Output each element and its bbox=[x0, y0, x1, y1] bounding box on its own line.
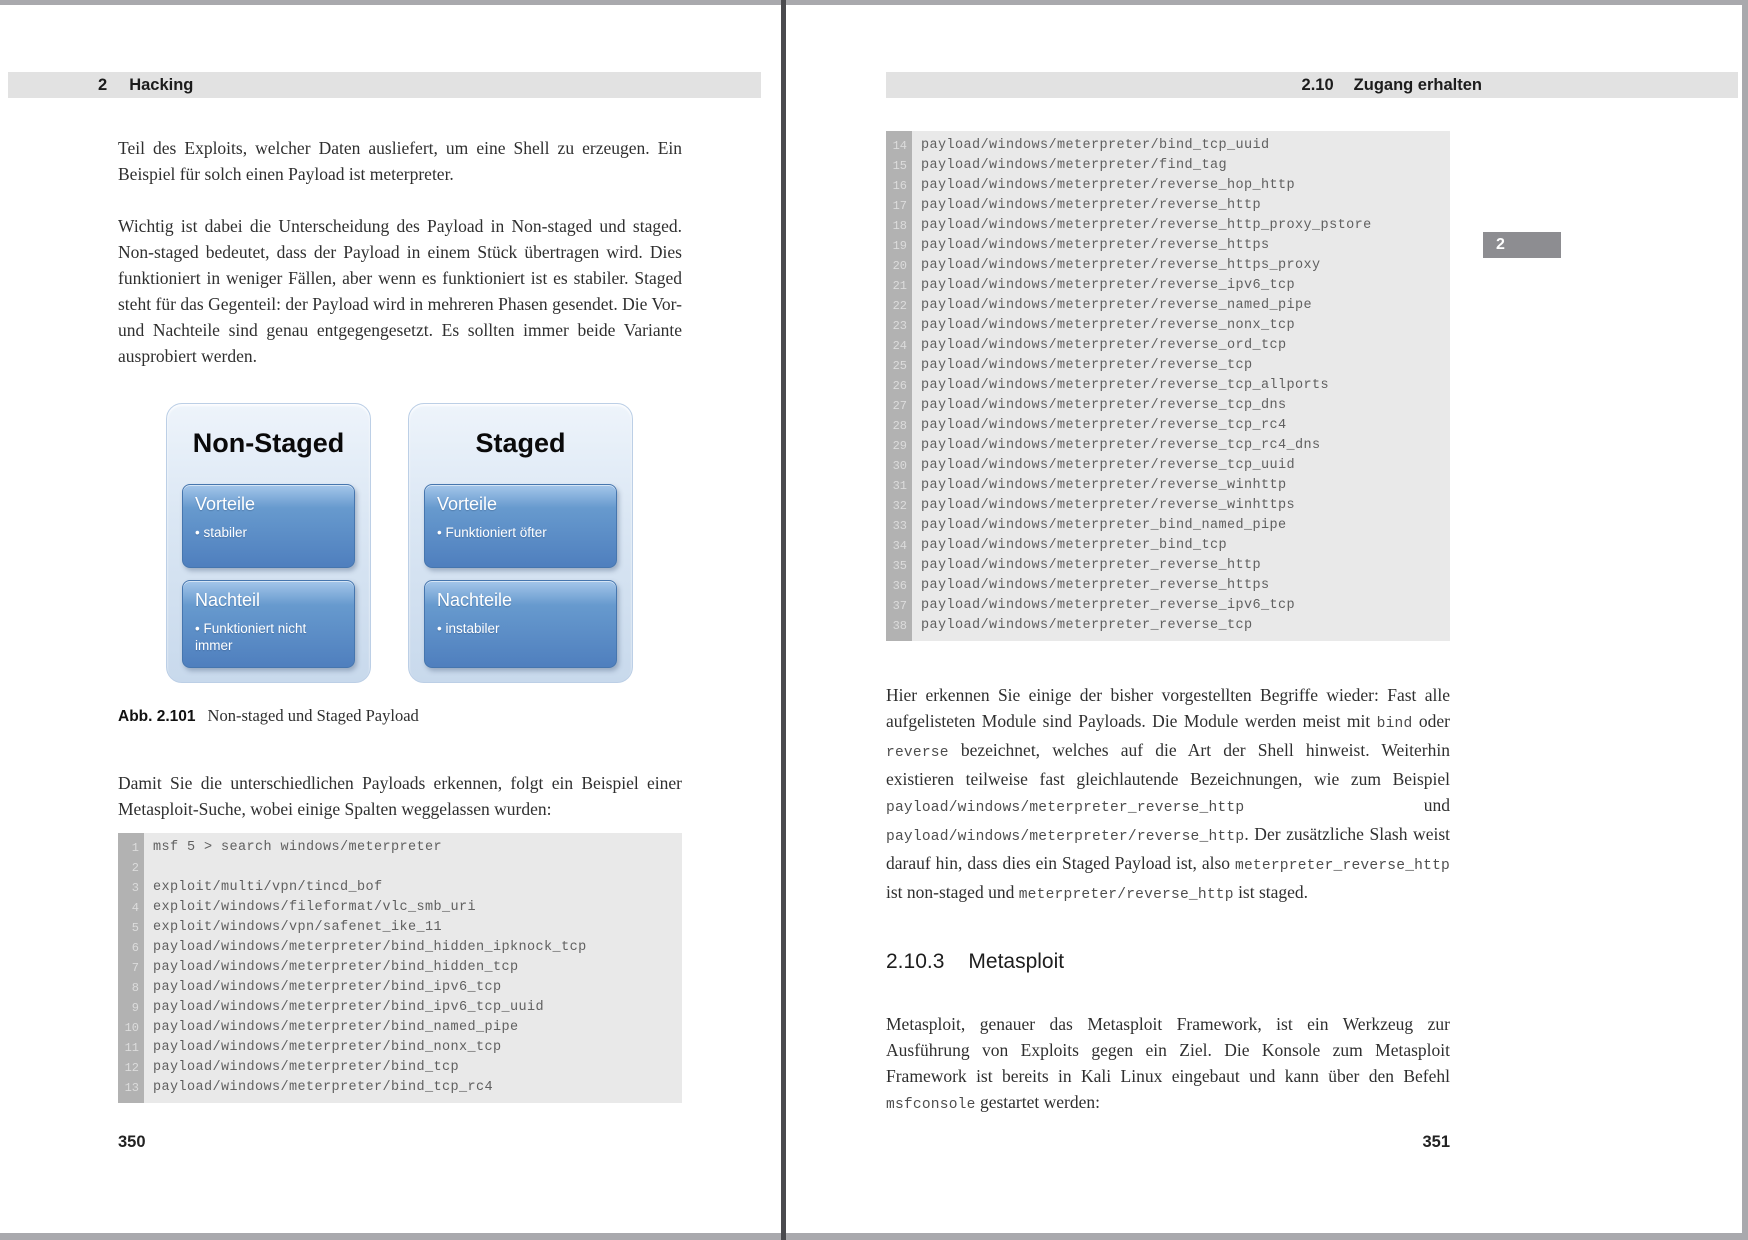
paragraph-segment: payload/windows/meterpreter/reverse_http bbox=[886, 828, 1245, 845]
code-line bbox=[886, 236, 1450, 256]
page-border-right bbox=[1742, 0, 1748, 1240]
section-heading-number: 2.10.3 bbox=[886, 950, 945, 973]
figure-box-bullet: • instabiler bbox=[437, 620, 604, 637]
code-line bbox=[886, 196, 1450, 216]
code-line-number: 6 bbox=[131, 941, 139, 955]
code-line-text: payload/windows/meterpreter/reverse_nonx_tcp bbox=[921, 318, 1296, 333]
paragraph: Teil des Exploits, welcher Daten ausliefert, um eine Shell zu erzeugen. Ein Beispiel für solch einen Payload ist meterpreter. bbox=[118, 137, 682, 184]
code-line-number: 26 bbox=[892, 379, 907, 393]
section-heading bbox=[886, 950, 1064, 974]
code-line-text: payload/windows/meterpreter/bind_tcp_rc4 bbox=[153, 1080, 494, 1095]
code-line-text: payload/windows/meterpreter/bind_named_pipe bbox=[153, 1020, 519, 1035]
code-line bbox=[886, 596, 1450, 616]
code-line-number: 35 bbox=[892, 559, 907, 573]
code-line-number: 30 bbox=[892, 459, 907, 473]
page-number-left: 350 bbox=[118, 1133, 146, 1151]
code-line-number: 3 bbox=[131, 881, 139, 895]
code-line bbox=[118, 858, 682, 878]
code-listing-right bbox=[886, 131, 1450, 641]
paragraph-segment: und bbox=[1244, 794, 1450, 815]
code-line bbox=[118, 938, 682, 958]
paragraph-segment: meterpreter/reverse_http bbox=[1018, 886, 1234, 903]
paragraph-segment: oder bbox=[1412, 710, 1450, 731]
code-line bbox=[118, 1058, 682, 1078]
code-line-text: payload/windows/meterpreter/reverse_ord_tcp bbox=[921, 338, 1287, 353]
code-line-text: exploit/windows/vpn/safenet_ike_11 bbox=[153, 920, 443, 935]
code-line-number: 8 bbox=[131, 981, 139, 995]
code-line bbox=[886, 516, 1450, 536]
code-line-number: 22 bbox=[892, 299, 907, 313]
figure-box-bullet: • stabiler bbox=[195, 524, 342, 541]
code-line-number: 21 bbox=[892, 279, 907, 293]
code-line-text: exploit/windows/fileformat/vlc_smb_uri bbox=[153, 900, 477, 915]
code-line-number: 14 bbox=[892, 139, 907, 153]
code-line bbox=[118, 1038, 682, 1058]
code-line bbox=[886, 296, 1450, 316]
code-line bbox=[886, 336, 1450, 356]
code-line bbox=[118, 878, 682, 898]
code-line-text: payload/windows/meterpreter/reverse_named_pipe bbox=[921, 298, 1313, 313]
code-line-text: payload/windows/meterpreter_reverse_ipv6_tcp bbox=[921, 598, 1296, 613]
code-line bbox=[886, 256, 1450, 276]
code-line-text: payload/windows/meterpreter/reverse_tcp_allports bbox=[921, 378, 1330, 393]
paragraph-segment: gestartet werden: bbox=[975, 1091, 1100, 1112]
figure-card-staged bbox=[408, 403, 633, 683]
code-line bbox=[886, 356, 1450, 376]
code-line-text: payload/windows/meterpreter/reverse_tcp_dns bbox=[921, 398, 1287, 413]
section-heading-title: Metasploit bbox=[968, 950, 1065, 973]
code-line-text: payload/windows/meterpreter/reverse_tcp bbox=[921, 358, 1253, 373]
code-line bbox=[118, 1078, 682, 1098]
code-line bbox=[886, 456, 1450, 476]
code-line bbox=[886, 416, 1450, 436]
code-line-number: 37 bbox=[892, 599, 907, 613]
code-line-number: 29 bbox=[892, 439, 907, 453]
figure-box-nachteil bbox=[182, 580, 355, 668]
code-line-text: payload/windows/meterpreter/reverse_winhttps bbox=[921, 498, 1296, 513]
paragraph-segment: bind bbox=[1376, 715, 1413, 732]
code-line bbox=[886, 276, 1450, 296]
code-line-number: 19 bbox=[892, 239, 907, 253]
code-line-number: 32 bbox=[892, 499, 907, 513]
code-line-number: 5 bbox=[131, 921, 139, 935]
code-line-number: 1 bbox=[131, 841, 139, 855]
code-line bbox=[886, 536, 1450, 556]
paragraph: Damit Sie die unterschiedlichen Payloads erkennen, folgt ein Beispiel einer Metasploit-Suche, wobei einige Spalten weggelassen wurden: bbox=[118, 772, 682, 819]
running-head-left bbox=[8, 72, 761, 98]
code-line-text: payload/windows/meterpreter/bind_ipv6_tcp_uuid bbox=[153, 1000, 545, 1015]
figure-card-title: Staged bbox=[475, 428, 566, 458]
paragraph bbox=[886, 1011, 1450, 1118]
code-line bbox=[886, 556, 1450, 576]
figure-box-heading: Nachteile bbox=[437, 590, 513, 610]
figure-caption-label: Abb. 2.101 bbox=[118, 708, 196, 725]
figure-card-non-staged bbox=[166, 403, 371, 683]
code-line bbox=[886, 476, 1450, 496]
code-line-number: 36 bbox=[892, 579, 907, 593]
code-line-text: payload/windows/meterpreter/bind_hidden_ipknock_tcp bbox=[153, 940, 587, 955]
code-line-number: 38 bbox=[892, 619, 907, 633]
paragraph-segment: ist staged. bbox=[1233, 881, 1309, 902]
code-line-number: 11 bbox=[124, 1041, 139, 1055]
code-line bbox=[886, 136, 1450, 156]
code-line-text: payload/windows/meterpreter/reverse_http bbox=[921, 198, 1262, 213]
paragraph-segment: Metasploit, genauer das Metasploit Framework, ist ein Werkzeug zur Ausführung von Exploits gegen ein Ziel. Die Konsole zum Metasploit Framework ist bereits in Kali Linux eingebaut und kann über den Befehl bbox=[886, 1013, 1450, 1086]
code-line-text bbox=[144, 858, 682, 878]
figure-box-heading: Vorteile bbox=[195, 494, 256, 514]
figure-box-heading: Vorteile bbox=[437, 494, 498, 514]
code-line-text: payload/windows/meterpreter_reverse_tcp bbox=[921, 618, 1253, 633]
code-line-text: payload/windows/meterpreter/bind_ipv6_tcp bbox=[153, 980, 502, 995]
chapter-number: 2 bbox=[98, 75, 108, 94]
paragraph-segment: Hier erkennen Sie einige der bisher vorgestellten Begriffe wieder: Fast alle aufgelisteten Module sind Payloads. Die Module werden meist mit bbox=[886, 684, 1450, 731]
code-line-number: 23 bbox=[892, 319, 907, 333]
section-number: 2.10 bbox=[1301, 75, 1334, 94]
figure-box-bullet: • Funktioniert öfter bbox=[437, 524, 604, 541]
code-line-number: 24 bbox=[892, 339, 907, 353]
figure-payload-diagram bbox=[166, 403, 633, 683]
paragraph-segment: ist non-staged und bbox=[886, 881, 1019, 902]
code-line-text: payload/windows/meterpreter/reverse_http_proxy_pstore bbox=[921, 218, 1372, 233]
code-line-number: 25 bbox=[892, 359, 907, 373]
code-line-text: payload/windows/meterpreter/reverse_https bbox=[921, 238, 1270, 253]
code-line bbox=[886, 376, 1450, 396]
figure-box-bullet: • Funktioniert nicht immer bbox=[195, 620, 342, 654]
page-spine-divider bbox=[781, 0, 786, 1240]
code-line-text: payload/windows/meterpreter_bind_named_pipe bbox=[921, 518, 1287, 533]
code-line-number: 7 bbox=[131, 961, 139, 975]
code-line-text: payload/windows/meterpreter/reverse_winhttp bbox=[921, 478, 1287, 493]
figure-box-heading: Nachteil bbox=[195, 590, 261, 610]
paragraph-segment: payload/windows/meterpreter_reverse_http bbox=[886, 799, 1245, 816]
paragraph bbox=[886, 682, 1450, 908]
code-line bbox=[118, 898, 682, 918]
code-line bbox=[118, 838, 682, 858]
code-line-text: payload/windows/meterpreter/reverse_https_proxy bbox=[921, 258, 1321, 273]
page-number-right: 351 bbox=[1422, 1133, 1450, 1151]
paragraph-segment: meterpreter_reverse_http bbox=[1235, 857, 1450, 874]
code-line-number: 15 bbox=[892, 159, 907, 173]
code-line-number: 2 bbox=[131, 861, 139, 875]
code-line-number: 34 bbox=[892, 539, 907, 553]
code-line-number: 10 bbox=[124, 1021, 139, 1035]
code-line-number: 4 bbox=[131, 901, 139, 915]
code-line bbox=[886, 396, 1450, 416]
code-line-text: payload/windows/meterpreter/reverse_hop_http bbox=[921, 178, 1296, 193]
figure-caption bbox=[118, 706, 682, 726]
code-line-text: payload/windows/meterpreter/reverse_tcp_uuid bbox=[921, 458, 1296, 473]
code-line bbox=[886, 176, 1450, 196]
paragraph-segment: . Der zusätzliche Slash weist darauf hin, dass dies ein Staged Payload ist, also bbox=[886, 823, 1450, 873]
figure-caption-text: Non-staged und Staged Payload bbox=[207, 706, 419, 725]
code-line-number: 20 bbox=[892, 259, 907, 273]
paragraph: Wichtig ist dabei die Unterscheidung des Payload in Non-staged und staged. Non-staged bedeutet, dass der Payload in einem Stück übertragen wird. Dies funktioniert in weniger Fällen, aber wenn es funktioniert ist es stabiler. Staged steht für das Gegenteil: der Payload wird in mehreren Phasen gesendet. Die Vor- und Nachteile sind genau entgegengesetzt. Es sollten immer beide Variante ausprobiert werden. bbox=[118, 215, 682, 366]
code-line-text: msf 5 > search windows/meterpreter bbox=[153, 840, 443, 855]
figure-box-vorteile bbox=[424, 484, 617, 568]
figure-card-title: Non-Staged bbox=[192, 428, 345, 458]
code-line-number: 12 bbox=[124, 1061, 139, 1075]
code-line-number: 28 bbox=[892, 419, 907, 433]
code-line-text: payload/windows/meterpreter/bind_tcp bbox=[153, 1060, 460, 1075]
code-line-number: 13 bbox=[124, 1081, 139, 1095]
code-line bbox=[118, 918, 682, 938]
code-line-number: 31 bbox=[892, 479, 907, 493]
code-line bbox=[886, 436, 1450, 456]
code-line-text: payload/windows/meterpreter_bind_tcp bbox=[921, 538, 1228, 553]
code-line-number: 17 bbox=[892, 199, 907, 213]
code-line bbox=[886, 216, 1450, 236]
code-line bbox=[118, 958, 682, 978]
code-line bbox=[886, 496, 1450, 516]
page-border-bottom bbox=[0, 1233, 1748, 1240]
code-line-text: payload/windows/meterpreter/bind_hidden_tcp bbox=[153, 960, 519, 975]
code-line bbox=[118, 998, 682, 1018]
code-line-number: 18 bbox=[892, 219, 907, 233]
section-title: Zugang erhalten bbox=[1353, 75, 1482, 94]
code-line-text: payload/windows/meterpreter/bind_tcp_uuid bbox=[921, 138, 1270, 153]
page-border-top bbox=[0, 0, 1748, 5]
code-line-text: payload/windows/meterpreter_reverse_https bbox=[921, 578, 1270, 593]
paragraph-segment: msfconsole bbox=[886, 1096, 976, 1113]
code-line-text: exploit/multi/vpn/tincd_bof bbox=[153, 880, 383, 895]
figure-box-nachteile bbox=[424, 580, 617, 668]
chapter-thumb-tab bbox=[1483, 232, 1561, 258]
code-line-text: payload/windows/meterpreter/reverse_ipv6_tcp bbox=[921, 278, 1296, 293]
code-line-number: 9 bbox=[131, 1001, 139, 1015]
running-head-right bbox=[886, 72, 1738, 98]
code-line bbox=[118, 1018, 682, 1038]
figure-box-vorteile bbox=[182, 484, 355, 568]
code-line bbox=[886, 156, 1450, 176]
code-line-number: 16 bbox=[892, 179, 907, 193]
paragraph-segment: bezeichnet, welches auf die Art der Shell hinweist. Weiterhin existieren teilweise fast gleichlautende Bezeichnungen, wie zum Beispiel bbox=[886, 739, 1450, 789]
code-line-text: payload/windows/meterpreter/reverse_tcp_rc4 bbox=[921, 418, 1287, 433]
code-line-number: 33 bbox=[892, 519, 907, 533]
chapter-title: Hacking bbox=[129, 75, 194, 94]
code-listing-left bbox=[118, 833, 682, 1103]
code-line bbox=[886, 316, 1450, 336]
paragraph-segment: reverse bbox=[886, 744, 949, 761]
code-line bbox=[118, 978, 682, 998]
code-line bbox=[886, 616, 1450, 636]
code-line-number: 27 bbox=[892, 399, 907, 413]
code-line-text: payload/windows/meterpreter_reverse_http bbox=[921, 558, 1262, 573]
code-line-text: payload/windows/meterpreter/bind_nonx_tcp bbox=[153, 1040, 502, 1055]
code-line-text: payload/windows/meterpreter/reverse_tcp_rc4_dns bbox=[921, 438, 1321, 453]
chapter-tab-number: 2 bbox=[1496, 236, 1505, 253]
code-line-text: payload/windows/meterpreter/find_tag bbox=[921, 158, 1228, 173]
code-line bbox=[886, 576, 1450, 596]
